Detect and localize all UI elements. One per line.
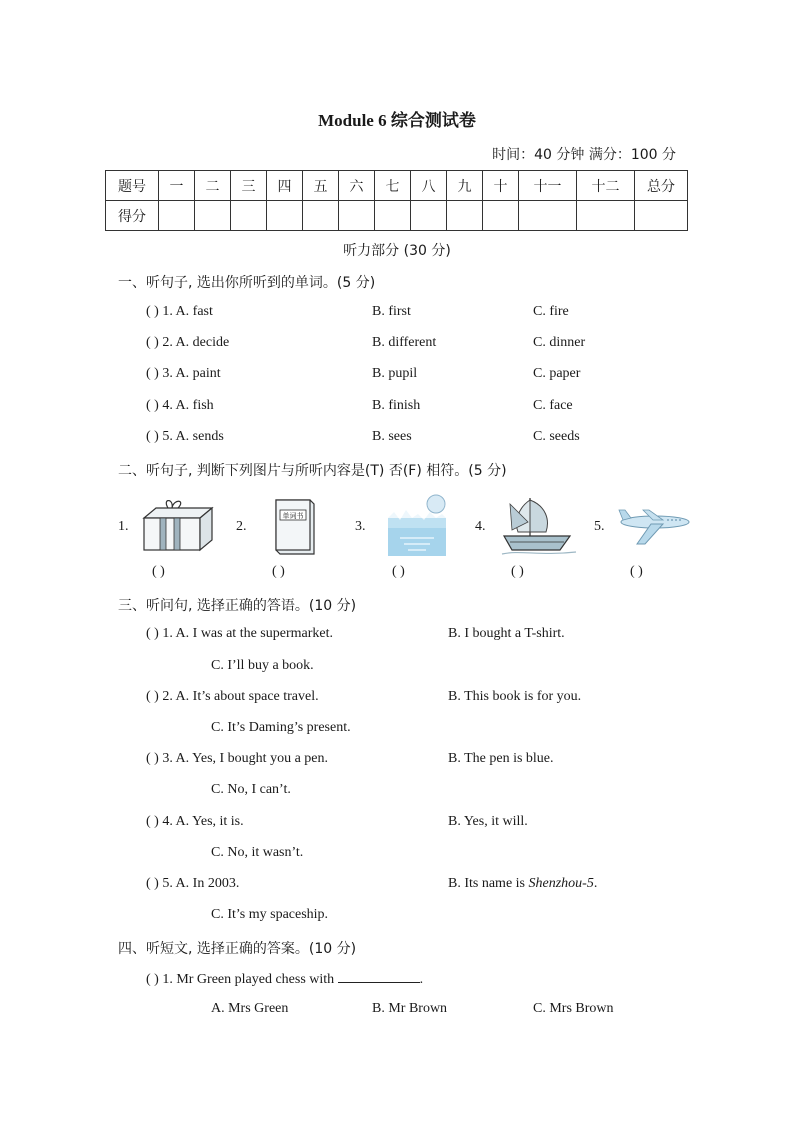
s4-q1-end: . <box>419 972 424 987</box>
s3-q2-a: ( ) 2. A. It’s about space travel. <box>146 689 319 704</box>
table-cell: 四 <box>267 171 303 201</box>
picture-5-answer[interactable]: ( ) <box>630 564 643 579</box>
score-input-cell[interactable] <box>159 201 195 231</box>
answer-blank[interactable] <box>338 970 420 983</box>
table-cell: 总分 <box>635 171 688 201</box>
s1-q2-c: C. dinner <box>533 335 586 350</box>
table-cell: 五 <box>303 171 339 201</box>
table-cell: 十一 <box>519 171 577 201</box>
book-title: 单词书 <box>282 512 304 520</box>
time-info: 时间：40 分钟 满分：100 分 <box>492 147 676 163</box>
s3-q5-b-end: . <box>593 876 598 891</box>
score-input-cell[interactable] <box>483 201 519 231</box>
score-input-cell[interactable] <box>195 201 231 231</box>
gift-box-icon <box>138 500 216 554</box>
s3-q1-b: B. I bought a T-shirt. <box>448 626 565 641</box>
s1-q2-b: B. different <box>372 335 437 350</box>
score-input-cell[interactable] <box>375 201 411 231</box>
s3-q3-a: ( ) 3. A. Yes, I bought you a pen. <box>146 751 328 766</box>
table-cell: 八 <box>411 171 447 201</box>
score-input-cell[interactable] <box>519 201 577 231</box>
airplane-icon <box>617 506 691 548</box>
table-cell: 三 <box>231 171 267 201</box>
picture-3-label: 3. <box>355 519 366 534</box>
table-cell: 得分 <box>106 201 159 231</box>
s3-q2-b: B. This book is for you. <box>448 689 582 704</box>
s1-q4-a: ( ) 4. A. fish <box>146 398 214 413</box>
section-1-heading: 一、听句子, 选出你所听到的单词。(5 分) <box>118 275 376 291</box>
s3-q5-b <box>448 876 597 892</box>
s1-q3-b: B. pupil <box>372 366 418 381</box>
score-input-cell[interactable] <box>231 201 267 231</box>
score-input-cell[interactable] <box>577 201 635 231</box>
page-title: Module 6 综合测试卷 <box>318 111 476 130</box>
s4-q1-a: A. Mrs Green <box>211 1001 289 1016</box>
s3-q5-b-italic: Shenzhou-5 <box>528 876 594 891</box>
table-cell: 题号 <box>106 171 159 201</box>
table-cell: 一 <box>159 171 195 201</box>
sailing-ship-icon <box>500 492 578 558</box>
score-input-cell[interactable] <box>411 201 447 231</box>
section-3-heading: 三、听问句, 选择正确的答语。(10 分) <box>118 598 357 614</box>
moon-sea-icon <box>386 494 450 558</box>
table-cell: 九 <box>447 171 483 201</box>
s3-q5-a: ( ) 5. A. In 2003. <box>146 876 240 891</box>
section-4-heading: 四、听短文, 选择正确的答案。(10 分) <box>118 941 357 957</box>
s1-q1-c: C. fire <box>533 304 569 319</box>
s4-q1-b: B. Mr Brown <box>372 1001 448 1016</box>
s1-q1-b: B. first <box>372 304 411 319</box>
score-value-row <box>106 201 688 231</box>
section-2-heading: 二、听句子, 判断下列图片与所听内容是(T) 否(F) 相符。(5 分) <box>118 463 507 479</box>
s1-q3-a: ( ) 3. A. paint <box>146 366 221 381</box>
table-cell: 六 <box>339 171 375 201</box>
picture-4-answer[interactable]: ( ) <box>511 564 524 579</box>
s1-q1-a: ( ) 1. A. fast <box>146 304 213 319</box>
s3-q3-c: C. No, I can’t. <box>211 782 291 797</box>
s3-q1-c: C. I’ll buy a book. <box>211 658 314 673</box>
score-input-cell[interactable] <box>447 201 483 231</box>
score-input-cell[interactable] <box>339 201 375 231</box>
s1-q4-c: C. face <box>533 398 573 413</box>
s3-q5-c: C. It’s my spaceship. <box>211 907 329 922</box>
s1-q5-b: B. sees <box>372 429 412 444</box>
s4-q1-text: ( ) 1. Mr Green played chess with <box>146 972 335 987</box>
table-cell: 七 <box>375 171 411 201</box>
score-header-row <box>106 171 688 201</box>
s1-q5-a: ( ) 5. A. sends <box>146 429 224 444</box>
score-input-cell[interactable] <box>303 201 339 231</box>
picture-4-label: 4. <box>475 519 486 534</box>
table-cell: 二 <box>195 171 231 201</box>
picture-3-answer[interactable]: ( ) <box>392 564 405 579</box>
listening-heading: 听力部分 (30 分) <box>343 243 451 259</box>
picture-2-label: 2. <box>236 519 247 534</box>
score-input-cell[interactable] <box>635 201 688 231</box>
s3-q4-a: ( ) 4. A. Yes, it is. <box>146 814 244 829</box>
score-input-cell[interactable] <box>267 201 303 231</box>
table-cell: 十二 <box>577 171 635 201</box>
score-table <box>105 170 688 231</box>
s3-q5-b-text: B. Its name is <box>448 876 525 891</box>
s3-q4-b: B. Yes, it will. <box>448 814 528 829</box>
picture-5-label: 5. <box>594 519 605 534</box>
s1-q2-a: ( ) 2. A. decide <box>146 335 230 350</box>
picture-2-answer[interactable]: ( ) <box>272 564 285 579</box>
s1-q3-c: C. paper <box>533 366 581 381</box>
picture-1-answer[interactable]: ( ) <box>152 564 165 579</box>
s3-q4-c: C. No, it wasn’t. <box>211 845 304 860</box>
s3-q3-b: B. The pen is blue. <box>448 751 554 766</box>
s1-q5-c: C. seeds <box>533 429 580 444</box>
s3-q1-a: ( ) 1. A. I was at the supermarket. <box>146 626 333 641</box>
s4-q1-c: C. Mrs Brown <box>533 1001 614 1016</box>
s4-q1 <box>146 970 423 988</box>
s3-q2-c: C. It’s Daming’s present. <box>211 720 351 735</box>
picture-1-label: 1. <box>118 519 129 534</box>
table-cell: 十 <box>483 171 519 201</box>
s1-q4-b: B. finish <box>372 398 421 413</box>
book-icon <box>272 496 318 558</box>
